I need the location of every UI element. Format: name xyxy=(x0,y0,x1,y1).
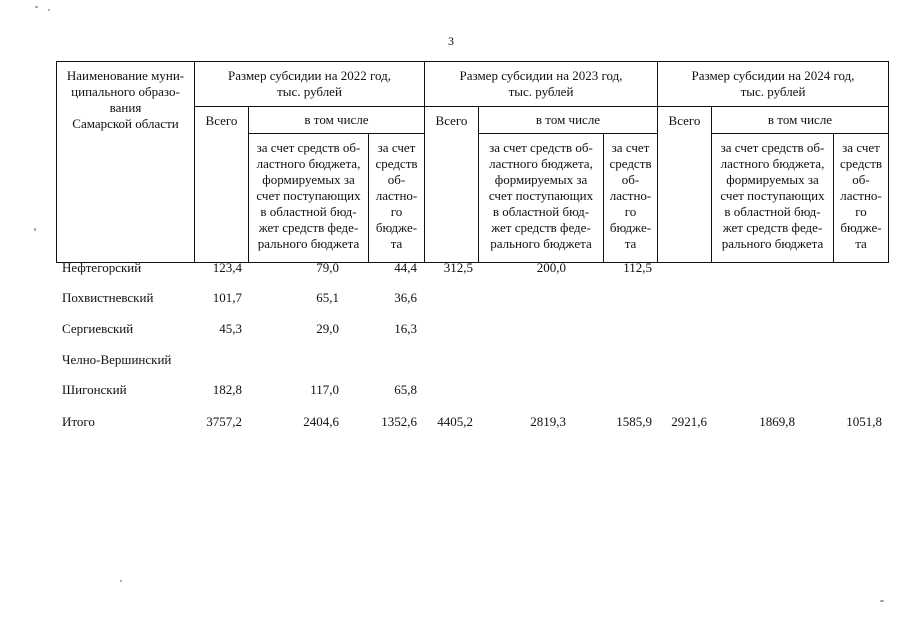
table-row-total xyxy=(0,412,906,432)
municipality-name: Нефтегорский xyxy=(62,260,142,275)
regional-2022: 16,3 xyxy=(394,321,417,336)
table-row xyxy=(0,258,906,278)
header-municipality: Наименование муни- ципального образо- вания Самарской области xyxy=(57,62,195,263)
subsidy-table-header xyxy=(56,61,889,263)
regional-2024: 1051,8 xyxy=(846,414,882,429)
regional-2022: 65,8 xyxy=(394,382,417,397)
scan-speck xyxy=(48,9,50,11)
header-regional-2022: за счет средств об- ластно- го бюдже- та xyxy=(369,134,425,263)
regional-federal-2022: 117,0 xyxy=(310,382,339,397)
header-total-2024: Всего xyxy=(658,107,712,263)
regional-2023: 1585,9 xyxy=(616,414,652,429)
header-including-2024: в том числе xyxy=(712,107,889,134)
scan-speck xyxy=(880,600,884,602)
header-total-2022: Всего xyxy=(195,107,249,263)
header-2024: Размер субсидии на 2024 год, тыс. рублей xyxy=(658,62,889,107)
table-row xyxy=(0,319,906,339)
regional-federal-2024: 1869,8 xyxy=(759,414,795,429)
municipality-name: Челно-Вершинский xyxy=(62,352,172,367)
scan-speck xyxy=(34,228,36,231)
header-regional-2024: за счет средств об- ластно- го бюдже- та xyxy=(834,134,889,263)
header-regional-federal-2022: за счет средств об- ластного бюджета, формируемых за счет поступающих в областной бюд- жет средств феде- рального бюджета xyxy=(249,134,369,263)
regional-2022: 36,6 xyxy=(394,290,417,305)
header-regional-2023: за счет средств об- ластно- го бюдже- та xyxy=(604,134,658,263)
municipality-name: Похвистневский xyxy=(62,290,154,305)
total-2022: 101,7 xyxy=(212,290,242,305)
total-2022: 182,8 xyxy=(212,382,242,397)
regional-federal-2022: 2404,6 xyxy=(303,414,339,429)
header-including-2023: в том числе xyxy=(479,107,658,134)
scan-speck xyxy=(35,6,38,8)
municipality-name: Сергиевский xyxy=(62,321,134,336)
regional-federal-2022: 65,1 xyxy=(316,290,339,305)
total-2023: 312,5 xyxy=(443,260,473,275)
regional-federal-2022: 29,0 xyxy=(316,321,339,336)
table-row xyxy=(0,380,906,400)
header-2023: Размер субсидии на 2023 год, тыс. рублей xyxy=(425,62,658,107)
header-total-2023: Всего xyxy=(425,107,479,263)
total-2024: 2921,6 xyxy=(671,414,707,429)
total-2022: 123,4 xyxy=(212,260,242,275)
total-label: Итого xyxy=(62,414,95,429)
total-2022: 45,3 xyxy=(219,321,242,336)
regional-2022: 1352,6 xyxy=(381,414,417,429)
regional-2023: 112,5 xyxy=(623,260,652,275)
page-number: 3 xyxy=(448,34,454,48)
municipality-name: Шигонский xyxy=(62,382,127,397)
scan-speck xyxy=(120,580,122,582)
table-row xyxy=(0,350,906,370)
regional-2022: 44,4 xyxy=(394,260,417,275)
header-2022: Размер субсидии на 2022 год, тыс. рублей xyxy=(195,62,425,107)
regional-federal-2023: 2819,3 xyxy=(530,414,566,429)
total-2023: 4405,2 xyxy=(437,414,473,429)
table-row xyxy=(0,288,906,308)
header-regional-federal-2023: за счет средств об- ластного бюджета, формируемых за счет поступающих в областной бюд- жет средств феде- рального бюджета xyxy=(479,134,604,263)
regional-federal-2023: 200,0 xyxy=(536,260,566,275)
header-regional-federal-2024: за счет средств об- ластного бюджета, формируемых за счет поступающих в областной бюд- жет средств феде- рального бюджета xyxy=(712,134,834,263)
header-including-2022: в том числе xyxy=(249,107,425,134)
total-2022: 3757,2 xyxy=(206,414,242,429)
regional-federal-2022: 79,0 xyxy=(316,260,339,275)
